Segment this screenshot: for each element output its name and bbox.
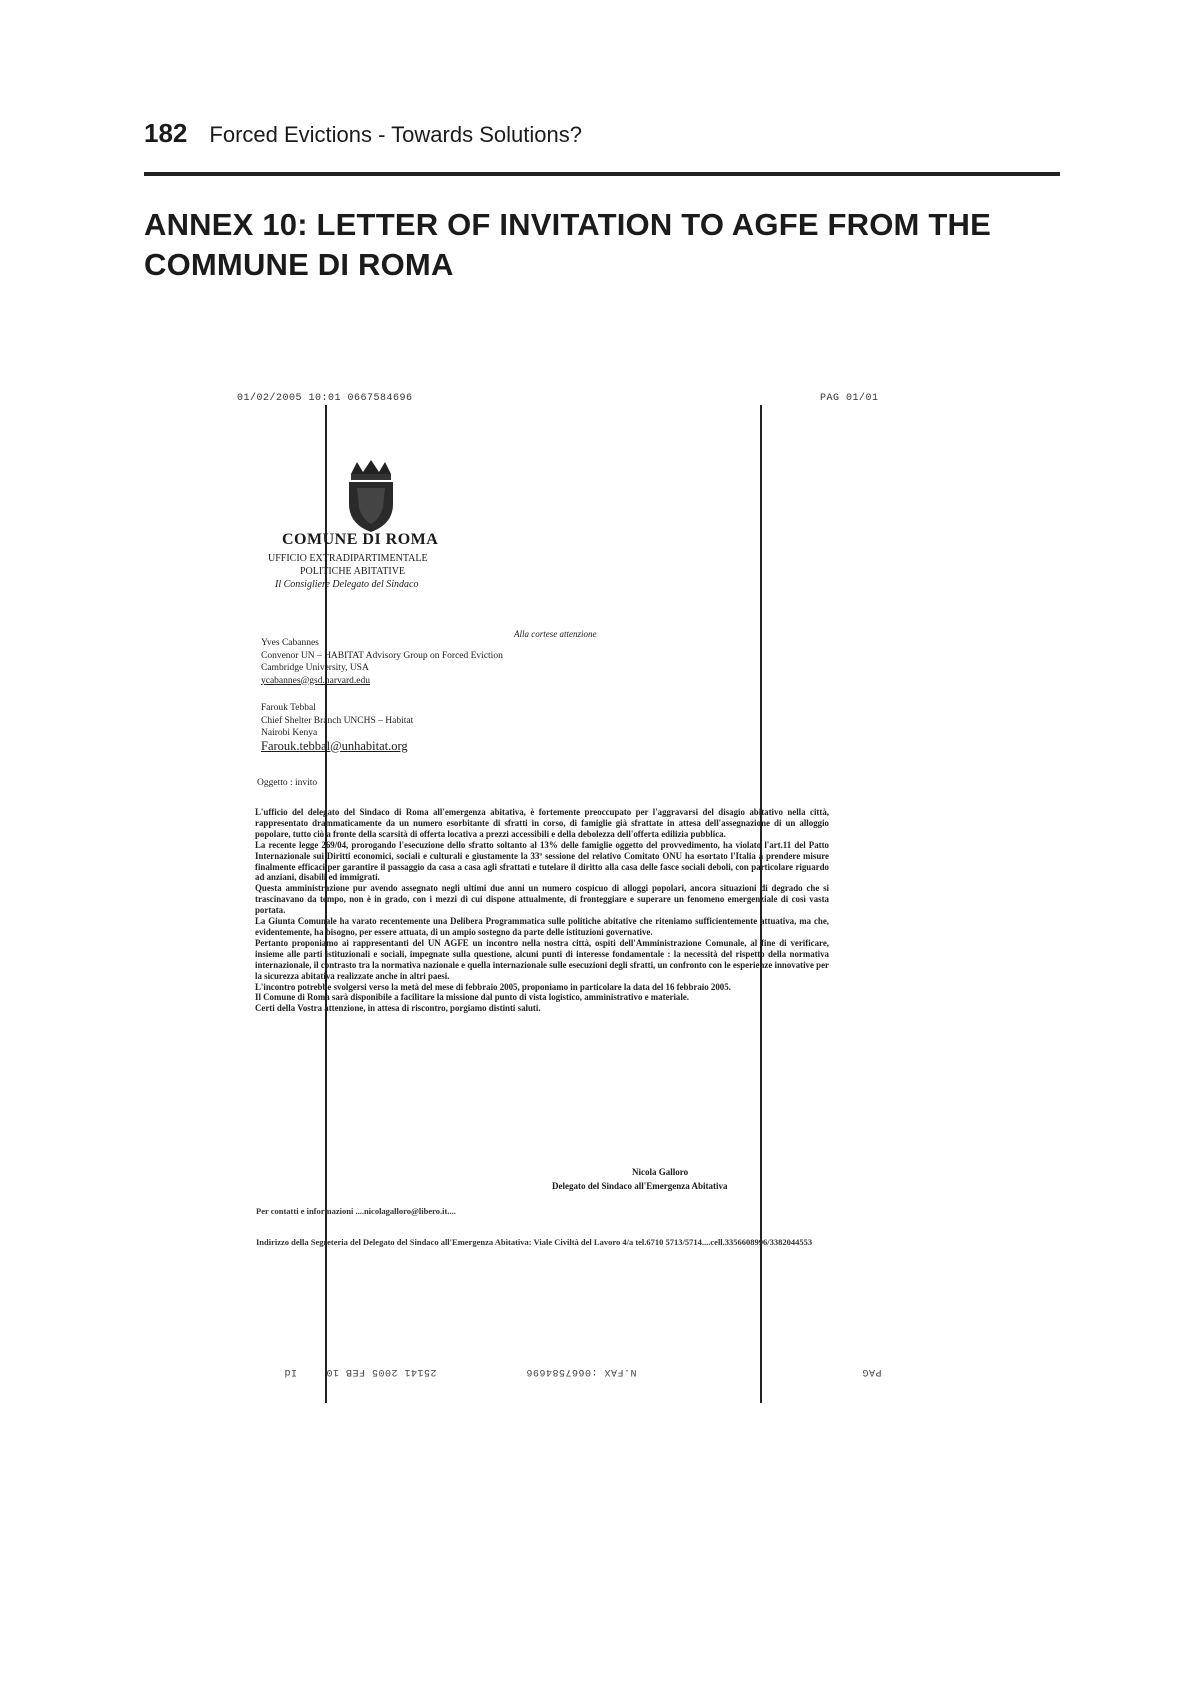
annex-title-line-2: COMMUNE DI ROMA xyxy=(144,247,454,282)
letterhead-office: UFFICIO EXTRADIPARTIMENTALE xyxy=(268,553,428,564)
letter-paragraph: Questa amministrazione pur avendo assegnato negli ultimi due anni un numero cospicuo di alloggi popolari, ancora situazioni di degrado che si trascinavano da tempo, non è in grado, con i mezzi di cui dispone attualmente, di fronteggiare e superare un fenomeno emergenziale di così vasta portata. xyxy=(255,883,829,916)
letterhead-department: POLITICHE ABITATIVE xyxy=(300,566,406,577)
signatory-name: Nicola Galloro xyxy=(632,1167,689,1177)
recipient-1-affiliation: Cambridge University, USA xyxy=(261,663,369,673)
fax-footer-center: N.FAX :0667584696 xyxy=(526,1366,637,1377)
fax-header-left: 01/02/2005 10:01 0667584696 xyxy=(237,393,413,404)
recipient-2-location: Nairobi Kenya xyxy=(261,728,318,738)
header-rule xyxy=(144,172,1060,176)
rome-crest-icon xyxy=(343,458,399,534)
recipient-1-name: Yves Cabannes xyxy=(261,638,319,648)
fax-footer-right: PAG xyxy=(862,1366,882,1377)
recipient-2 xyxy=(261,702,413,752)
letter-paragraph: Il Comune di Roma sarà disponibile a facilitare la missione dal punto di vista logistico, amministrativo e materiale. xyxy=(255,992,689,1003)
contact-line: Per contatti e informazioni ....nicolagalloro@libero.it.... xyxy=(256,1206,456,1216)
letterhead-comune: COMUNE DI ROMA xyxy=(282,531,439,548)
letter-paragraph: La Giunta Comunale ha varato recentemente una Delibera Programmatica sulle politiche abitative che riteniamo sufficientemente attuativa, ma che, evidentemente, ha bisogno, per essere attuata, di un ampio sostegno da parte delle istituzioni governative. xyxy=(255,916,829,937)
address-line: Indirizzo della Segreteria del Delegato del Sindaco all'Emergenza Abitativa: Viale Civiltà del Lavoro 4/a tel.6710 5713/5714....cell.3356608996/3382044553 xyxy=(256,1237,813,1247)
letter-body xyxy=(255,807,829,1014)
signatory-role: Delegato del Sindaco all'Emergenza Abitativa xyxy=(552,1181,728,1191)
letter-paragraph: L'incontro potrebbe svolgersi verso la metà del mese di febbraio 2005, proponiamo in particolare la data del 16 febbraio 2005. xyxy=(255,981,731,992)
recipient-2-email[interactable]: Farouk.tebbal@unhabitat.org xyxy=(261,738,408,753)
running-title: Forced Evictions - Towards Solutions? xyxy=(209,122,582,147)
fax-footer-mid: 25141 2005 FEB 10 xyxy=(326,1366,437,1377)
letter-subject: Oggetto : invito xyxy=(257,778,318,788)
attention-line: Alla cortese attenzione xyxy=(514,629,597,639)
letter-paragraph: L'ufficio del delegato del Sindaco di Roma all'emergenza abitativa, è fortemente preoccupato per l'aggravarsi del disagio abitativo nella città, rappresentato drammaticamente da un numero esorbitante di sfratti in corso, di famiglie già sfrattate in attesa dell'assegnazione di un alloggio popolare, tutto ciò a fronte della scarsità di offerta locativa a prezzi accessibili e della debolezza dell'offerta edilizia pubblica. xyxy=(255,807,829,839)
annex-title-line-1: ANNEX 10: LETTER OF INVITATION TO AGFE FROM THE xyxy=(144,207,991,242)
fax-footer-left: Id xyxy=(284,1366,298,1377)
letter-paragraph: Pertanto proponiamo ai rappresentanti del UN AGFE un incontro nella nostra città, ospiti dell'Amministrazione Comunale, al fine di verificare, insieme alle parti istituzionali e sociali, impegnate sulla questione, alcuni punti di interesse fondamentale : la necessità del rispetto della normativa internazionale, il contrasto tra la normativa nazionale e quella internazionale sulle esecuzioni degli sfratti, un confronto con le esperienze innovative per la sicurezza abitativa realizzate anche in altri paesi. xyxy=(255,937,829,981)
running-head xyxy=(144,118,582,149)
letterhead-councillor: Il Consigliere Delegato del Sindaco xyxy=(275,579,419,590)
recipient-1-role: Convenor UN – HABITAT Advisory Group on Forced Eviction xyxy=(261,650,503,661)
recipient-2-name: Farouk Tebbal xyxy=(261,703,316,713)
letter-paragraph: Certi della Vostra attenzione, in attesa di riscontro, porgiamo distinti saluti. xyxy=(255,1003,541,1014)
recipient-2-role: Chief Shelter Branch UNCHS – Habitat xyxy=(261,715,414,726)
letter-paragraph: La recente legge 269/04, prorogando l'esecuzione dello sfratto soltanto al 13% delle famiglie oggetto del provvedimento, ha violato l'art.11 del Patto Internazionale sui Diritti economici, sociali e culturali e giustamente la 33ª sessione del relativo Comitato ONU ha esortato l'Italia a prendere misure finalmente efficaci per garantire il passaggio da casa a casa agli sfrattati e tutelare il diritto alla casa delle fasce sociali deboli, con particolare riguardo ad anziani, disabili ed immigrati. xyxy=(255,839,829,883)
fax-header-right: PAG 01/01 xyxy=(820,393,879,404)
recipient-1-email[interactable]: ycabannes@gsd.harvard.edu xyxy=(261,675,370,686)
annex-title xyxy=(144,205,1064,285)
recipient-1 xyxy=(261,637,503,687)
page-number: 182 xyxy=(144,118,188,148)
